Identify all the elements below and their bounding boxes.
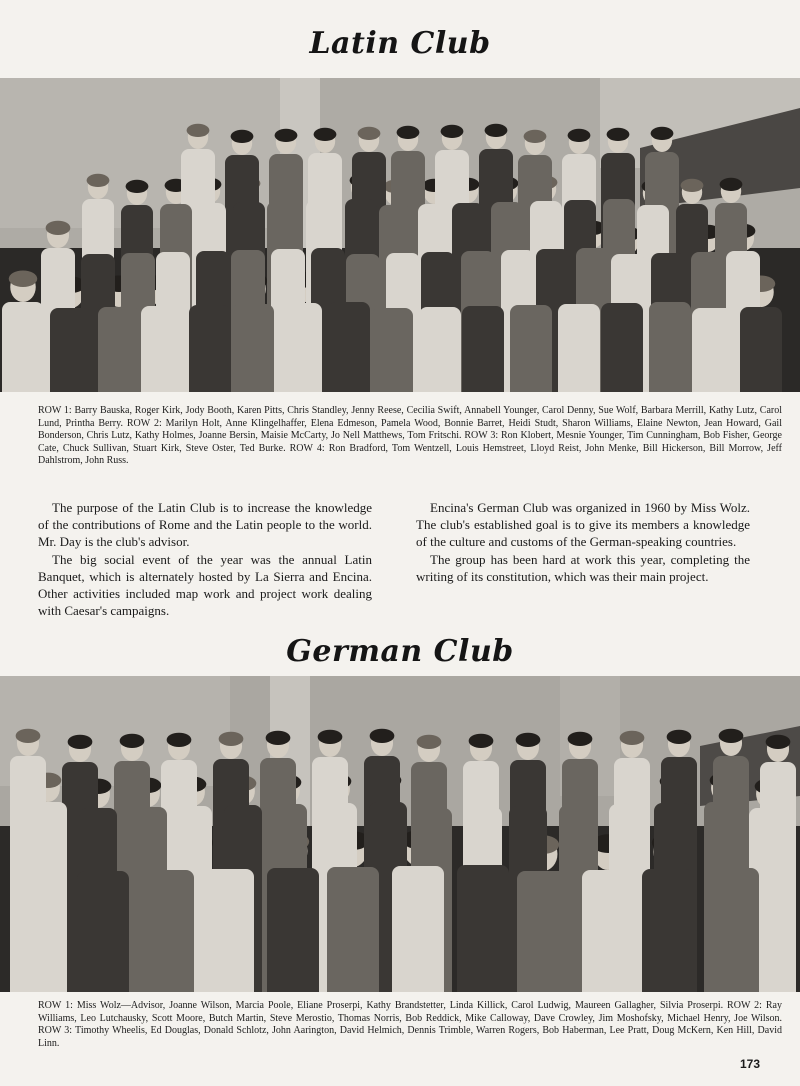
person-hair: [568, 732, 593, 746]
person-hair: [620, 731, 645, 745]
german-club-article: [416, 499, 750, 585]
german-club-group-photo: [0, 676, 800, 992]
person-silhouette: [692, 308, 734, 392]
latin-photo-art: [0, 78, 800, 392]
person-hair: [275, 129, 298, 142]
person-hair: [766, 735, 791, 749]
person-silhouette: [267, 868, 319, 992]
person-silhouette: [392, 866, 444, 992]
latin-club-caption: ROW 1: Barry Bauska, Roger Kirk, Jody Booth, Karen Pitts, Chris Standley, Jenny Reese, Cecilia Swift, Annabell Younger, Carol Denny, Sue Wolf, Barbara Merrill, Kathy Lutz, Carol Lund, Printha Berry. ROW 2: Marilyn Holt, Anne Klingelhaffer, Elena Edmeson, Pamela Wood, Bonnie Barret, Heidi Studt, Sharon Williams, Elaine Newton, Jean Howard, Gail Bonderson, Chris Lutz, Kathy Holmes, Joanne Bersin, Maisie McCarty, Jo Nell Matthews, Tom Fritschi. ROW 3: Ron Klobert, Mesnie Younger, Tim Cunningham, Bob Fisher, George Cate, Chuck Sullivan, Stuart Kirk, Steve Oster, Ted Burke. ROW 4: Ron Bradford, Tom Wentzell, Louis Hemstreet, Lloyd Reist, John Menke, Bill Hickerson, Bill Morrow, Jeff Dahlstrom, John Russ.: [38, 405, 782, 467]
person-silhouette: [328, 302, 370, 392]
person-silhouette: [98, 307, 140, 392]
person-hair: [219, 732, 244, 746]
person-hair: [370, 729, 395, 743]
person-hair: [568, 129, 591, 142]
person-silhouette: [141, 306, 183, 392]
german-club-caption: ROW 1: Miss Wolz—Advisor, Joanne Wilson, Marcia Poole, Eliane Proserpi, Kathy Brandstetter, Linda Killick, Carol Ludwig, Maureen Gallagher, Silvia Proserpi. ROW 2: Ray Williams, Leo Lutchausky, Scott Moore, Butch Martin, Steve Merostio, Thomas Norris, Bob Reddick, Mike Calloway, Dave Crowley, Jim Moshofsky, Michael Henry, Joe Wilson. ROW 3: Timothy Wheelis, Ed Douglas, Donald Schlotz, John Aarington, David Helmich, Dennis Trimble, Warren Rogers, Bob Haberman, Lee Pratt, Doug McKern, Ken Hill, David Linn.: [38, 1000, 782, 1049]
person-silhouette: [77, 871, 129, 992]
person-hair: [187, 124, 210, 137]
person-hair: [651, 127, 674, 140]
person-hair: [16, 729, 41, 743]
person-silhouette: [510, 305, 552, 392]
person-hair: [485, 124, 508, 137]
german-paragraph: Encina's German Club was organized in 1960 by Miss Wolz. The club's established goal is to give its members a knowledge of the culture and customs of the German-speaking countries.: [416, 500, 750, 550]
person-hair: [126, 180, 149, 193]
person-silhouette: [2, 302, 44, 392]
person-silhouette: [232, 304, 274, 392]
person-hair: [318, 730, 343, 744]
german-paragraph: The group has been hard at work this year, completing the writing of its constitution, which was their main project.: [416, 551, 750, 584]
person-hair: [87, 174, 110, 187]
latin-club-group-photo: [0, 78, 800, 392]
person-silhouette: [327, 867, 379, 992]
person-silhouette: [558, 304, 600, 392]
person-silhouette: [142, 870, 194, 992]
person-hair: [9, 271, 38, 288]
person-hair: [68, 735, 93, 749]
person-silhouette: [12, 865, 64, 992]
person-silhouette: [457, 865, 509, 992]
person-silhouette: [582, 870, 634, 992]
person-hair: [397, 126, 420, 139]
person-silhouette: [707, 868, 759, 992]
person-silhouette: [202, 869, 254, 992]
latin-club-article: [38, 499, 372, 619]
person-hair: [524, 130, 547, 143]
person-silhouette: [649, 302, 691, 392]
person-hair: [120, 734, 145, 748]
german-club-title: German Club: [286, 634, 514, 669]
person-silhouette: [419, 307, 461, 392]
latin-club-title: Latin Club: [309, 26, 491, 61]
person-hair: [46, 221, 71, 235]
person-hair: [167, 733, 192, 747]
person-hair: [358, 127, 381, 140]
person-silhouette: [740, 307, 782, 392]
person-hair: [441, 125, 464, 138]
person-silhouette: [280, 303, 322, 392]
person-hair: [469, 734, 494, 748]
person-hair: [719, 729, 744, 743]
person-hair: [667, 730, 692, 744]
person-hair: [720, 178, 743, 191]
person-silhouette: [517, 871, 569, 992]
german-photo-art: [0, 676, 800, 992]
latin-paragraph: The big social event of the year was the annual Latin Banquet, which is alternately hosted by La Sierra and Encina. Other activities included map work and project work dealing with Caesar's campaigns.: [38, 551, 372, 619]
person-silhouette: [189, 305, 231, 392]
latin-paragraph: The purpose of the Latin Club is to increase the knowledge of the contributions of Rome and the Latin people to the world. Mr. Day is the club's advisor.: [38, 500, 372, 550]
person-hair: [266, 731, 291, 745]
person-hair: [417, 735, 442, 749]
person-silhouette: [50, 308, 92, 392]
person-silhouette: [642, 869, 694, 992]
person-hair: [314, 128, 337, 141]
person-silhouette: [462, 306, 504, 392]
person-hair: [681, 179, 704, 192]
person-silhouette: [371, 308, 413, 392]
person-hair: [516, 733, 541, 747]
person-hair: [231, 130, 254, 143]
person-hair: [607, 128, 630, 141]
person-silhouette: [601, 303, 643, 392]
page-number: 173: [739, 1057, 760, 1071]
